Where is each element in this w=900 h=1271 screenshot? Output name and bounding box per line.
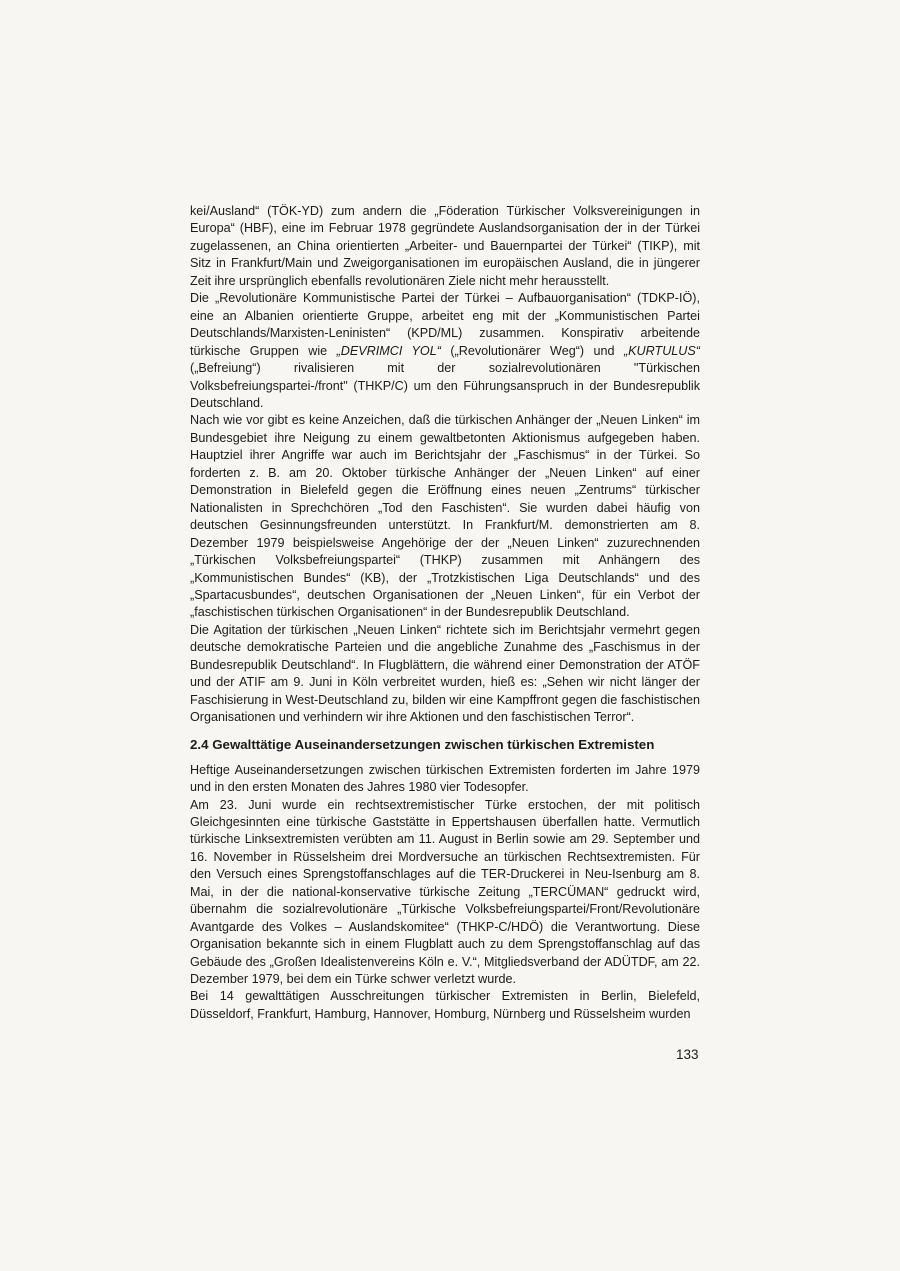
body-text-after [190, 762, 700, 1024]
text-run: Am 23. Juni wurde ein rechtsextremistischer Türke erstochen, der mit politisch Gleichgesinnten eine türkische Gaststätte in Eppertshausen überfallen hatte. Vermutlich türkische Linksextremisten verübten am 11. August in Berlin sowie am 29. September und 16. November in Rüsselsheim drei Mordversuche an türkischen Rechtsextremisten. Für den Versuch eines Sprengstoffanschlages auf die TER-Druckerei in Neu-Isenburg am 8. Mai, in der die national-konservative türkische Zeitung „TERCÜMAN“ gedruckt wird, übernahm die sozialrevolutionäre „Türkische Volksbefreiungspartei/Front/Revolutionäre Avantgarde des Volkes – Auslandskomitee“ (THKP-C/HDÖ) die Verantwortung. Diese Organisation bekannte sich in einem Flugblatt auch zu dem Sprengstoffanschlag auf das Gebäude des „Großen Idealistenvereins Köln e. V.“, Mitgliedsverband der ADÜTDF, am 22. Dezember 1979, bei dem ein Türke schwer verletzt wurde. [190, 797, 700, 987]
paragraph [190, 622, 700, 727]
text-run: Nach wie vor gibt es keine Anzeichen, daß die türkischen Anhänger der „Neuen Linken“ im Bundesgebiet ihre Neigung zu einem gewaltbetonten Aktionismus aufgegeben haben. Hauptziel ihrer Angriffe war auch im Berichtsjahr der „Faschismus“ in der Türkei. So forderten z. B. am 20. Oktober türkische Anhänger der „Neuen Linken“ auf einer Demonstration in Bielefeld gegen die Eröffnung eines neuen „Zentrums“ türkischer Nationalisten in Sprechchören „Tod den Faschisten“. Sie wurden dabei häufig von deutschen Gesinnungsfreunden unterstützt. In Frankfurt/M. demonstrierten am 8. Dezember 1979 beispielsweise Angehörige der der „Neuen Linken“ zuzurechnenden „Türkischen Volksbefreiungspartei“ (THKP) zusammen mit Anhängern des „Kommunistischen Bundes“ (KB), der „Trotzkistischen Liga Deutschlands“ und des „Spartacusbundes“, deutschen Organisationen der „Neuen Linken“, für ein Verbot der „faschistischen türkischen Organisationen“ in der Bundesrepublik Deutschland. [190, 413, 700, 620]
section-title: Gewalttätige Auseinandersetzungen zwischen türkischen Extremisten [212, 736, 655, 752]
text-run: („Revolutionärer Weg“) und [440, 343, 624, 358]
text-run: Bei 14 gewalttätigen Ausschreitungen türkischer Extremisten in Berlin, Bielefeld, Düsseldorf, Frankfurt, Hamburg, Hannover, Homburg, Nürnberg und Rüsselsheim wurden [190, 989, 700, 1021]
text-run: kei/Ausland“ (TÖK-YD) zum andern die „Föderation Türkischer Volksvereinigungen in Europa“ (HBF), eine im Februar 1978 gegründete Auslandsorganisation der in der Türkei zugelassenen, an China orientierten „Arbeiter- und Bauernpartei der Türkei“ (TIKP), mit Sitz in Frankfurt/Main und Zweigorganisationen im europäischen Ausland, die in jüngerer Zeit ihre ursprünglich ebenfalls revolutionären Ziele nicht mehr herausstellt. [190, 204, 700, 288]
paragraph [190, 762, 700, 797]
paragraph [190, 290, 700, 412]
text-run: Die Agitation der türkischen „Neuen Linken“ richtete sich im Berichtsjahr vermehrt gegen deutsche demokratische Parteien und die angebliche Zunahme des „Faschismus in der Bundesrepublik Deutschland“. In Flugblättern, die während einer Demonstration der ATÖF und der ATIF am 9. Juni in Köln verbreitet wurden, hieß es: „Sehen wir nicht länger der Faschisierung in West-Deutschland zu, bilden wir eine Kampffront gegen die faschistischen Organisationen und verhindern wir ihre Aktionen und den faschistischen Terror“. [190, 622, 700, 725]
section-number: 2.4 [190, 736, 209, 752]
paragraph [190, 797, 700, 989]
text-run: Die „Revolutionäre Kommunistische Partei der Türkei – Aufbauorganisation“ (TDKP-IÖ), eine an Albanien orientierte Gruppe, arbeitet eng mit der „Kommunistischen Partei Deutschlands/Marxisten-Leninisten“ (KPD/ML) zusammen. Konspirativ arbeitende türkische Gruppen wie [190, 291, 700, 358]
italic-text-run: „DEVRIMCI YOL“ [336, 343, 441, 358]
paragraph [190, 412, 700, 621]
page-number: 133 [676, 1047, 699, 1062]
body-text-before [190, 203, 700, 727]
text-column [190, 203, 700, 1023]
italic-text-run: „KURTULUS“ [623, 343, 700, 358]
text-run: Heftige Auseinandersetzungen zwischen türkischen Extremisten forderten im Jahre 1979 und in den ersten Monaten des Jahres 1980 vier Todesopfer. [190, 762, 700, 795]
text-run: („Befreiung“) rivalisieren mit der sozialrevolutionären "Türkischen Volksbefreiungspartei-/front" (THKP/C) um den Führungsanspruch in der Bundesrepublik Deutschland. [190, 361, 700, 410]
paragraph [190, 988, 700, 1023]
paragraph [190, 203, 700, 290]
section-heading [190, 736, 700, 754]
